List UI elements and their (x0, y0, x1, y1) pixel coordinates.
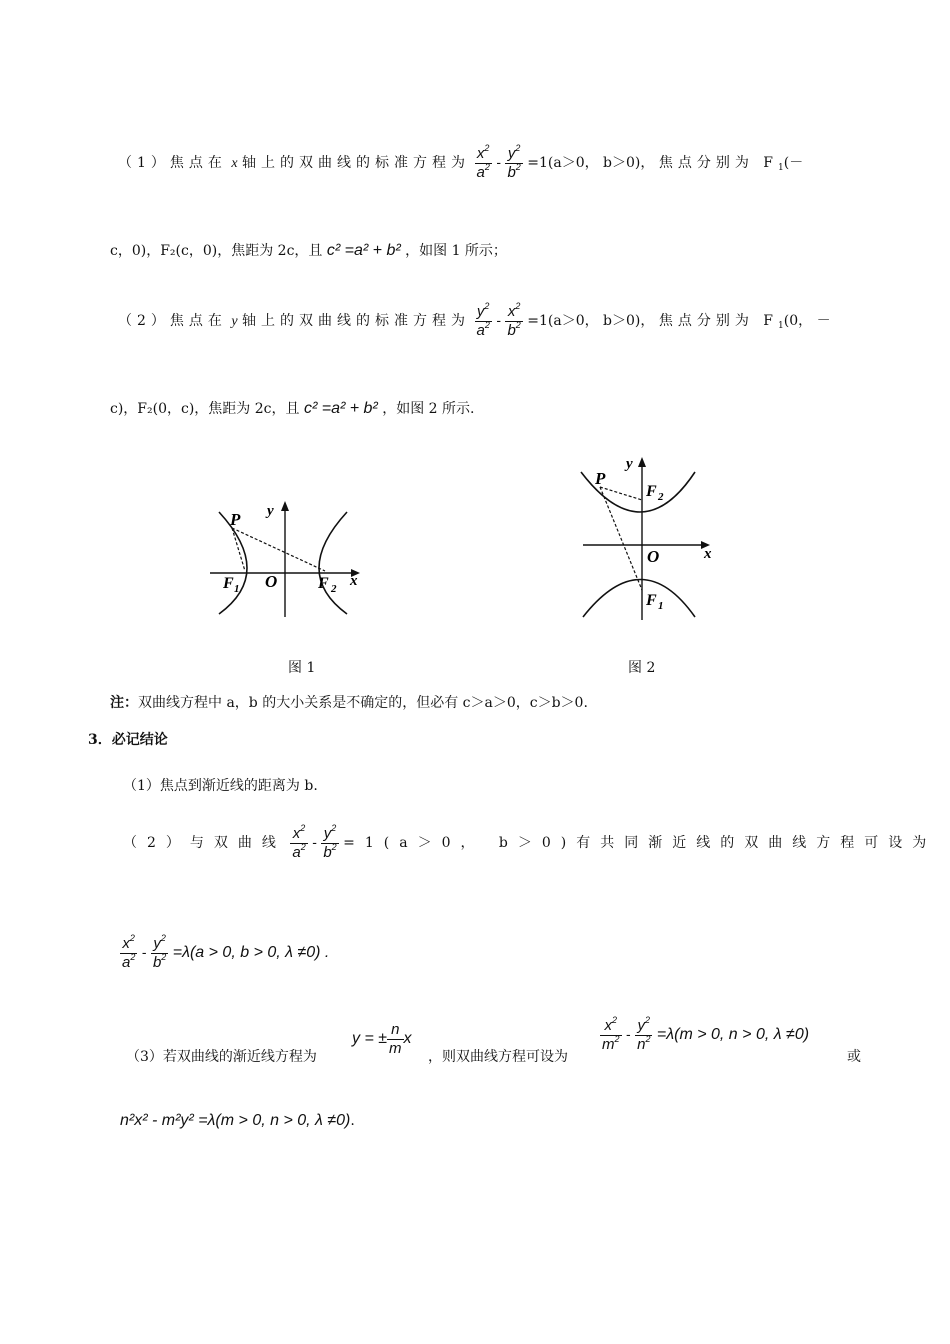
fig1-label-f1: F (223, 575, 234, 592)
item1-frac-y: $\frac{y^2}{b^2}$ (507, 142, 521, 181)
item2-prefix: （2）焦点在 (118, 313, 227, 329)
item1-prefix: （1）焦点在 (118, 155, 227, 171)
fig2-dash-pf1 (600, 487, 642, 590)
fig1-label-o: O (265, 572, 278, 591)
item2-line2-eq: c² =a² + b² (303, 400, 378, 417)
conclusion-3-formula-text: =λ(m > 0, n > 0, λ ≠0) (656, 1026, 810, 1043)
item2-suffix: 焦点分别为 F (658, 313, 779, 329)
conclusion-2-formula: $\frac{x^2}{a^2}$ - $\frac{y^2}{b^2}$ =λ(a > 0, b > 0, λ ≠0) . (122, 932, 330, 971)
conclusion-2-rest: =1(a＞0， b＞0)有共同渐近线的双曲线方程可设为 (343, 835, 937, 851)
item2-line1: （2）焦点在 y 轴上的双曲线的标准方程为 $\frac{y^2}{a^2}$ - $\frac{x^2}{b^2}$ =1(a＞0， b＞0)， 焦点分别为 $F_1(0$， － (118, 300, 831, 339)
fig1-label-f2-sub: 2 (331, 583, 337, 595)
item1-frac-x: $\frac{x^2}{a^2}$ (476, 142, 490, 181)
conclusion-3-asymptote: y = ± $\frac{n}{m}$ x (352, 1020, 412, 1057)
fig2-label-x: x (704, 546, 712, 562)
item2-frac-x: $\frac{x^2}{b^2}$ (507, 300, 521, 339)
figure-1 (205, 495, 370, 625)
fig2-label-f2: F (646, 483, 657, 500)
item2-frac-y: $\frac{y^2}{a^2}$ (476, 300, 490, 339)
item1-line2-text: c，0)，F₂(c，0)，焦距为 2c，且 (110, 243, 323, 259)
fig2-lower-branch (583, 580, 695, 618)
item1-mid: 轴上的双曲线的标准方程为 (242, 155, 471, 171)
item1-suffix: 焦点分别为 F (658, 155, 779, 171)
item2-line2-text: c)，F₂(0，c)，焦距为 2c，且 (110, 401, 300, 417)
item1-line2 (110, 240, 507, 260)
note (110, 692, 588, 712)
item1-var: x (231, 156, 238, 171)
item2-line2-end: ，如图 2 所示. (382, 401, 475, 417)
fig1-label-p: P (230, 510, 241, 529)
figure-2 (578, 452, 723, 624)
item1-line1: （1）焦点在 x 轴上的双曲线的标准方程为 $\frac{x^2}{a^2}$ - $\frac{y^2}{b^2}$ =1(a＞0， b＞0)， 焦点分别为 $F_1(-$ (118, 142, 804, 181)
conclusion-3-prefix: （3）若双曲线的渐近线方程为 (126, 1049, 317, 1065)
item1-line2-end: ，如图 1 所示； (405, 243, 507, 259)
fig2-y-arrow (638, 457, 646, 467)
conclusion-2-formula-text: =λ(a > 0, b > 0, λ ≠0) . (172, 944, 330, 961)
asym-x: x (403, 1030, 412, 1047)
conclusion-3-mid: ，则双曲线方程可设为 (428, 1049, 568, 1065)
item1-eq-rest: =1(a＞0， b＞0)， (527, 155, 655, 171)
asym-lhs: y = ± (352, 1030, 388, 1047)
conclusion-2: （2）与双曲线 $\frac{x^2}{a^2}$ - $\frac{y^2}{b^2}$ =1(a＞0， b＞0)有共同渐近线的双曲线方程可设为 (123, 822, 937, 861)
fig1-label-f1-sub: 1 (234, 583, 240, 595)
note-text: 双曲线方程中 a，b 的大小关系是不确定的，但必有 c＞a＞0，c＞b＞0. (138, 695, 588, 711)
section-3-heading: 3．必记结论 (88, 732, 168, 748)
note-label: 注： (110, 695, 138, 711)
conclusion-3-end: . (350, 1113, 355, 1129)
item1-end: (－ (783, 155, 804, 171)
item1-line2-eq: c² =a² + b² (326, 242, 401, 259)
item2-line2 (110, 398, 474, 418)
fig2-label-y: y (626, 456, 633, 472)
fig2-label-f1-sub: 1 (658, 600, 664, 612)
fig1-y-arrow (281, 501, 289, 511)
conclusion-3-formula2-text: n²x² - m²y² =λ(m > 0, n > 0, λ ≠0) (120, 1112, 351, 1129)
fig1-right-branch (319, 512, 347, 614)
item2-var: y (231, 314, 238, 329)
item2-end: (0， － (783, 313, 831, 329)
conclusion-3-or: 或 (847, 1049, 861, 1065)
fig1-dash-pf2 (232, 528, 325, 571)
fig1-label-x: x (350, 573, 358, 589)
conclusion-1: （1）焦点到渐近线的距离为 b. (123, 778, 318, 794)
fig2-label-o: O (647, 547, 660, 566)
figure-1-caption: 图 1 (288, 660, 316, 676)
conclusion-3-formula: $\frac{x^2}{m^2}$ - $\frac{y^2}{n^2}$ =λ(m > 0, n > 0, λ ≠0) (602, 1014, 810, 1053)
item2-mid: 轴上的双曲线的标准方程为 (242, 313, 471, 329)
item2-eq-rest: =1(a＞0， b＞0)， (527, 313, 655, 329)
conclusion-3-formula2 (120, 1112, 355, 1130)
conclusion-2-prefix: （2）与双曲线 (123, 835, 286, 851)
fig2-label-f1: F (646, 592, 657, 609)
fig1-label-f2: F (318, 575, 329, 592)
fig1-label-y: y (267, 503, 274, 519)
fig2-label-p: P (595, 469, 606, 488)
figure-2-caption: 图 2 (628, 660, 656, 676)
fig2-label-f2-sub: 2 (658, 491, 664, 503)
